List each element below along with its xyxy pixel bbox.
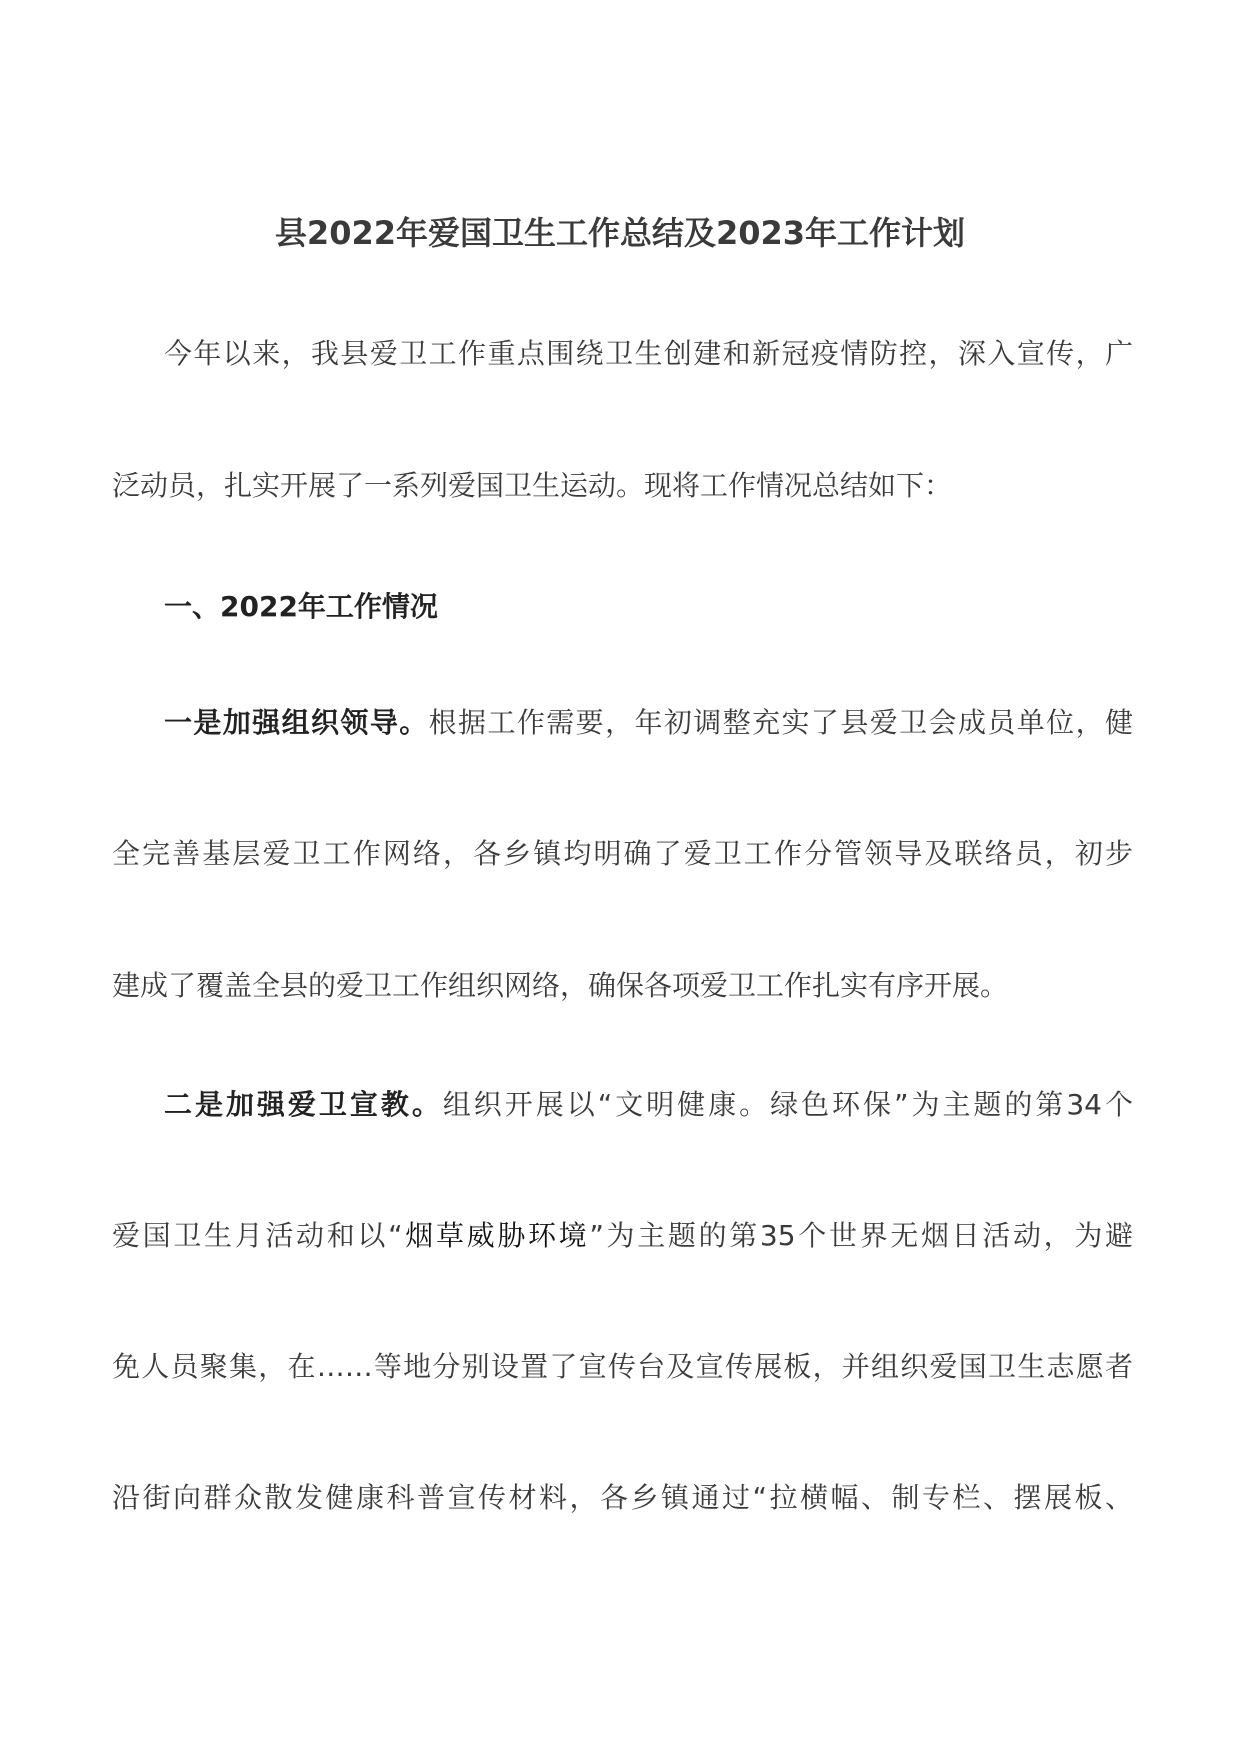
text-line [164, 1085, 1133, 1125]
text-line: 泛动员，扎实开展了一系列爱国卫生运动。现将工作情况总结如下： [112, 469, 953, 502]
text-line: 全完善基层爱卫工作网络，各乡镇均明确了爱卫工作分管领导及联络员，初步 [112, 837, 1133, 870]
text-run: ”为主题的第35个世界无烟日活动，为避 [589, 1219, 1133, 1252]
text-line: 今年以来，我县爱卫工作重点围绕卫生创建和新冠疫情防控，深入宣传，广 [164, 337, 1133, 370]
item-lead: 一是加强组织领导。 [164, 706, 429, 739]
text-line [112, 1216, 1133, 1256]
text-line: 沿街向群众散发健康科普宣传材料，各乡镇通过“拉横幅、制专栏、摆展板、 [112, 1481, 1133, 1514]
text-line: 免人员聚集，在……等地分别设置了宣传台及宣传展板，并组织爱国卫生志愿者 [112, 1350, 1133, 1383]
text-run: 爱国卫生月活动和以“ [112, 1219, 403, 1252]
item-lead: 二是加强爱卫宣教。 [164, 1088, 443, 1121]
text-run: 根据工作需要，年初调整充实了县爱卫会成员单位，健 [428, 706, 1133, 739]
text-run: 组织开展以“文明健康。绿色环保”为主题的第34个 [442, 1088, 1133, 1121]
text-line [164, 703, 1133, 743]
section-heading: 一、2022年工作情况 [164, 590, 438, 623]
document-title: 县2022年爱国卫生工作总结及2023年工作计划 [274, 214, 966, 252]
text-line: 建成了覆盖全县的爱卫工作组织网络，确保各项爱卫工作扎实有序开展。 [112, 969, 1009, 1002]
theme-text: 烟草威胁环境 [402, 1219, 590, 1252]
